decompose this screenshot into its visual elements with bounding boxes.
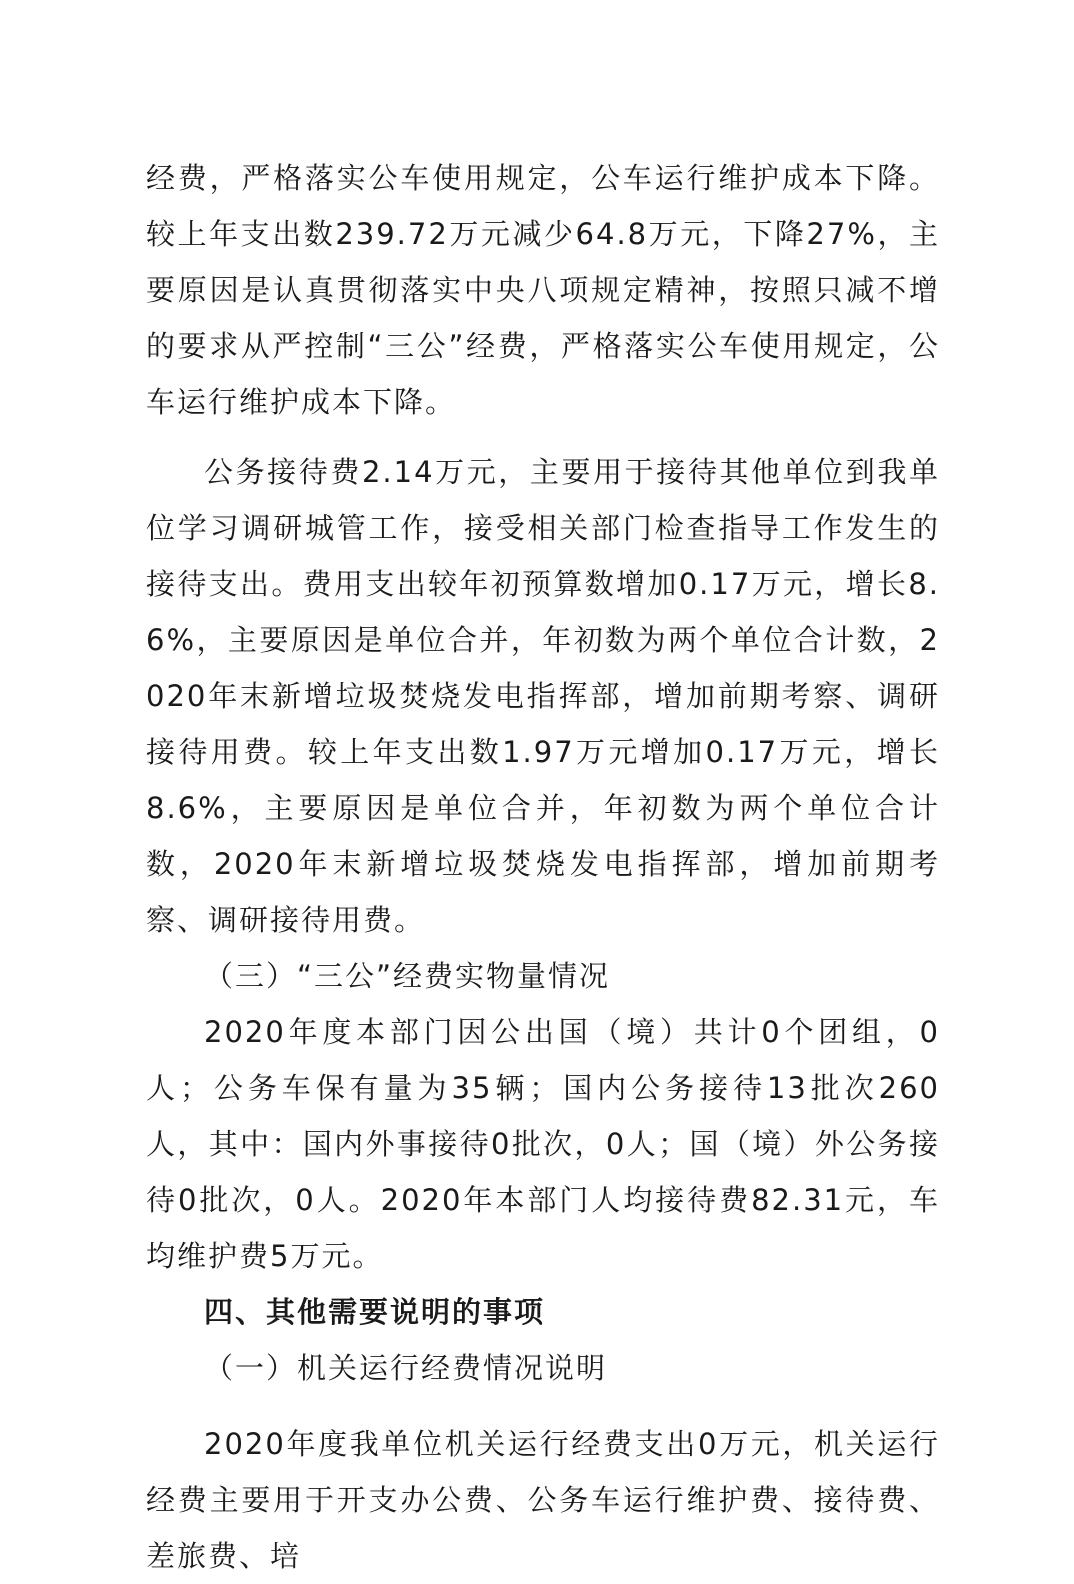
paragraph-operating-expense: 2020年度我单位机关运行经费支出0万元，机关运行经费主要用于开支办公费、公务车运行维护费、接待费、差旅费、培 [146,1427,940,1573]
document-page [146,150,940,1584]
subsection-heading-operating-expense: （一）机关运行经费情况说明 [204,1351,608,1385]
section-heading-other-matters: 四、其他需要说明的事项 [204,1295,546,1329]
paragraph-vehicle-maintenance: 经费，严格落实公车使用规定，公车运行维护成本下降。较上年支出数239.72万元减少64.8万元，下降27%，主要原因是认真贯彻落实中央八项规定精神，按照只减不增的要求从严控制“三公”经费，严格落实公车使用规定，公车运行维护成本下降。 [146,161,940,419]
paragraph-physical-quantity: 2020年度本部门因公出国（境）共计0个团组，0人；公务车保有量为35辆；国内公务接待13批次260人，其中：国内外事接待0批次，0人；国（境）外公务接待0批次，0人。2020年本部门人均接待费82.31元，车均维护费5万元。 [146,1015,940,1273]
paragraph-reception-expense: 公务接待费2.14万元，主要用于接待其他单位到我单位学习调研城管工作，接受相关部门检查指导工作发生的接待支出。费用支出较年初预算数增加0.17万元，增长8.6%，主要原因是单位合并，年初数为两个单位合计数，2020年末新增垃圾焚烧发电指挥部，增加前期考察、调研接待用费。较上年支出数1.97万元增加0.17万元，增长8.6%，主要原因是单位合并，年初数为两个单位合计数，2020年末新增垃圾焚烧发电指挥部，增加前期考察、调研接待用费。 [146,455,940,937]
section-heading-physical-quantity: （三）“三公”经费实物量情况 [204,959,611,993]
